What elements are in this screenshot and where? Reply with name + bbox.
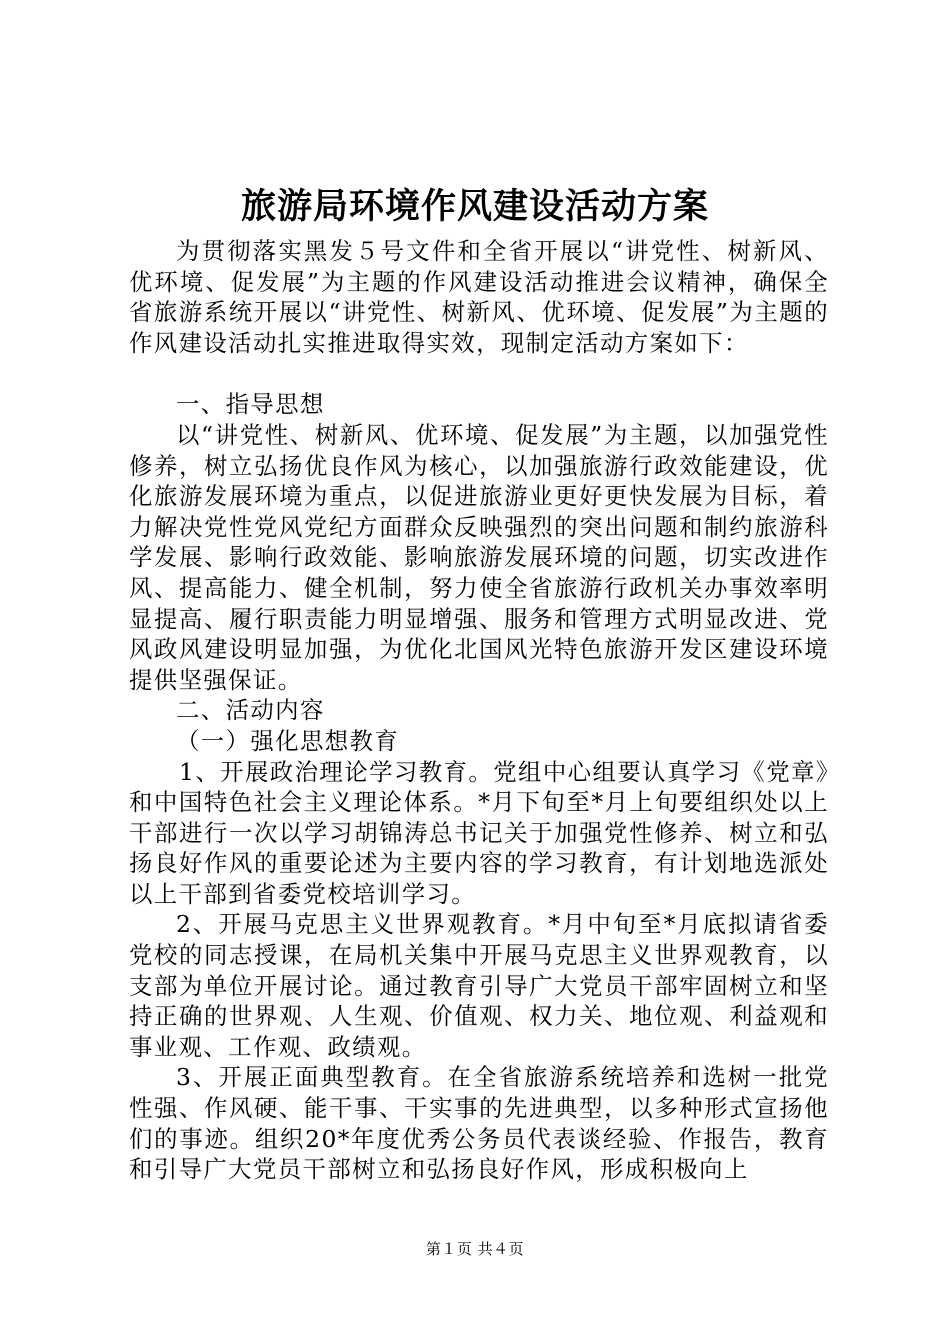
- document-title: 旅游局环境作风建设活动方案: [240, 186, 709, 227]
- section-heading: 二、活动内容: [176, 696, 325, 725]
- subsection-heading: （一）强化思想教育: [176, 726, 400, 755]
- page-number: 第１页 共４页: [425, 1240, 525, 1258]
- list-item: 2、开展马克思主义世界观教育。*月中旬至*月底拟请省委党校的同志授课，在局机关集中开展马克思主义世界观教育，以支部为单位开展讨论。通过教育引导广大党员干部牢固树立和坚持正确的世界观、人生观、价值观、权力关、地位观、利益观和事业观、工作观、政绩观。: [129, 910, 829, 1061]
- list-item: 3、开展正面典型教育。在全省旅游系统培养和选树一批党性强、作风硬、能干事、干实事的先进典型，以多种形式宣扬他们的事迹。组织20*年度优秀公务员代表谈经验、作报告，教育和引导广大党员干部树立和弘扬良好作风，形成积极向上: [129, 1063, 829, 1184]
- document-body: [129, 236, 829, 1185]
- intro-paragraph: 为贯彻落实黑发５号文件和全省开展以“讲党性、树新风、优环境、促发展”为主题的作风建设活动推进会议精神，确保全省旅游系统开展以“讲党性、树新风、优环境、促发展”为主题的作风建设活动扎实推进取得实效，现制定活动方案如下：: [129, 237, 829, 357]
- list-item: 1、开展政治理论学习教育。党组中心组要认真学习《党章》和中国特色社会主义理论体系。*月下旬至*月上旬要组织处以上干部进行一次以学习胡锦涛总书记关于加强党性修养、树立和弘扬良好作风的重要论述为主要内容的学习教育，有计划地选派处以上干部到省委党校培训学习。: [129, 757, 829, 908]
- section-heading: 一、指导思想: [176, 390, 325, 419]
- section-paragraph: 以“讲党性、树新风、优环境、促发展”为主题，以加强党性修养，树立弘扬优良作风为核心，以加强旅游行政效能建设，优化旅游发展环境为重点，以促进旅游业更好更快发展为目标，着力解决党性党风党纪方面群众反映强烈的突出问题和制约旅游科学发展、影响行政效能、影响旅游发展环境的问题，切实改进作风、提高能力、健全机制，努力使全省旅游行政机关办事效率明显提高、履行职责能力明显增强、服务和管理方式明显改进、党风政风建设明显加强，为优化北国风光特色旅游开发区建设环境提供坚强保证。: [129, 420, 829, 694]
- paragraph-gap: [129, 358, 829, 389]
